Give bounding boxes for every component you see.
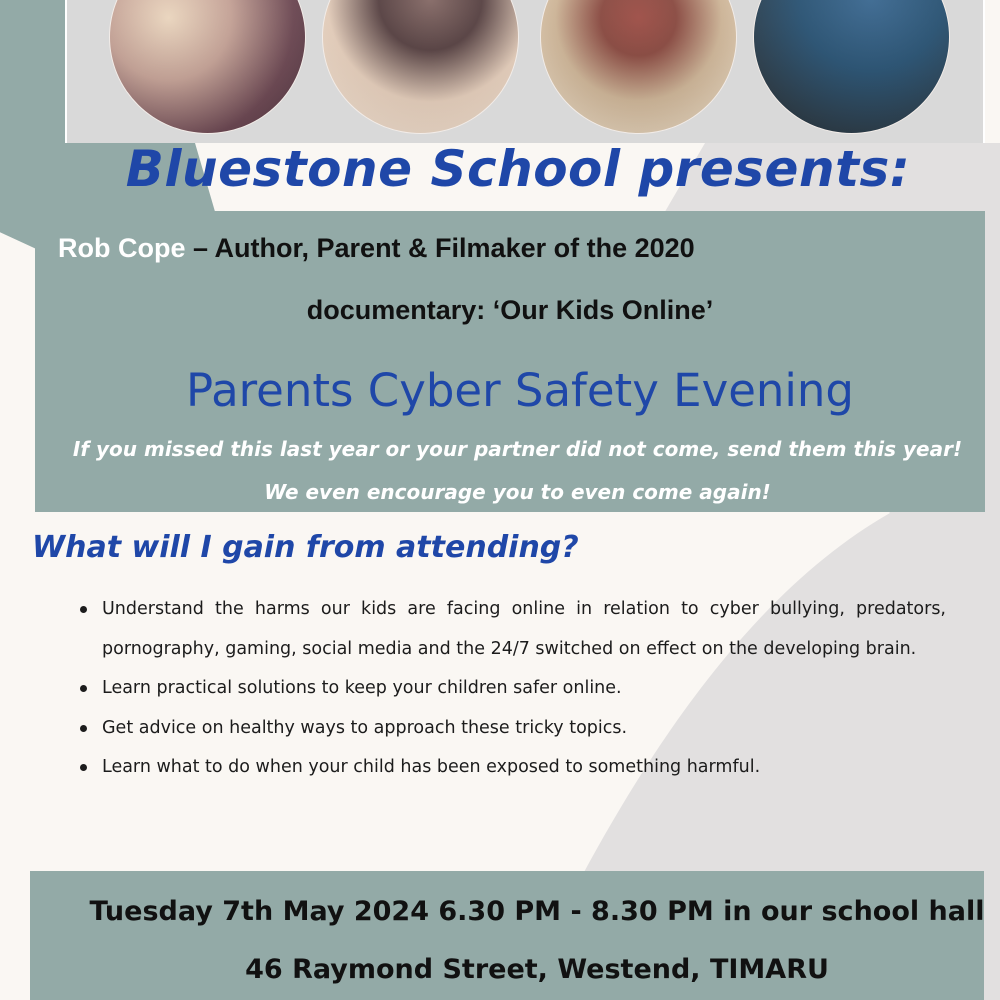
speaker-description: Author, Parent & Filmaker of the 2020	[214, 233, 695, 263]
event-note-1: If you missed this last year or your partner did not come, send them this year!	[72, 437, 963, 461]
list-item	[102, 590, 946, 669]
bullet-icon	[80, 764, 87, 771]
child-with-tablet-photo	[753, 0, 950, 134]
bullet-icon	[80, 685, 87, 692]
bullet-icon	[80, 606, 87, 613]
benefits-heading: What will I gain from attending?	[32, 530, 579, 565]
event-details-panel	[30, 871, 984, 1000]
list-item-text: Understand the harms our kids are facing online in relation to cyber bullying, predators, pornography, gaming, social media and the 24/7 switched on effect on the developing brain.	[102, 599, 946, 659]
list-item-text: Get advice on healthy ways to approach these tricky topics.	[102, 717, 628, 738]
speaker-name: Rob Cope	[58, 233, 186, 263]
boy-gaming-photo	[322, 0, 519, 134]
page-title: Bluestone School presents:	[125, 140, 911, 198]
speaker-info-panel	[35, 211, 985, 512]
documentary-line: documentary: ‘Our Kids Online’	[306, 295, 714, 325]
speaker-separator: –	[185, 233, 215, 263]
event-address: 46 Raymond Street, Westend, TIMARU	[245, 954, 829, 985]
event-title: Parents Cyber Safety Evening	[185, 364, 854, 417]
list-item	[102, 748, 946, 788]
benefits-list	[102, 590, 946, 788]
event-note-2: We even encourage you to even come again!	[264, 480, 771, 504]
list-item-text: Learn practical solutions to keep your children safer online.	[102, 678, 622, 698]
list-item	[102, 709, 946, 749]
event-date-time: Tuesday 7th May 2024 6.30 PM - 8.30 PM in our school hall	[89, 896, 985, 927]
speaker-line	[58, 233, 695, 264]
list-item	[102, 669, 946, 709]
photo-banner	[65, 0, 985, 143]
girl-with-laptop-photo	[540, 0, 737, 134]
list-item-text: Learn what to do when your child has been exposed to something harmful.	[102, 757, 761, 777]
girl-with-phone-photo	[109, 0, 306, 134]
bullet-icon	[80, 725, 87, 732]
